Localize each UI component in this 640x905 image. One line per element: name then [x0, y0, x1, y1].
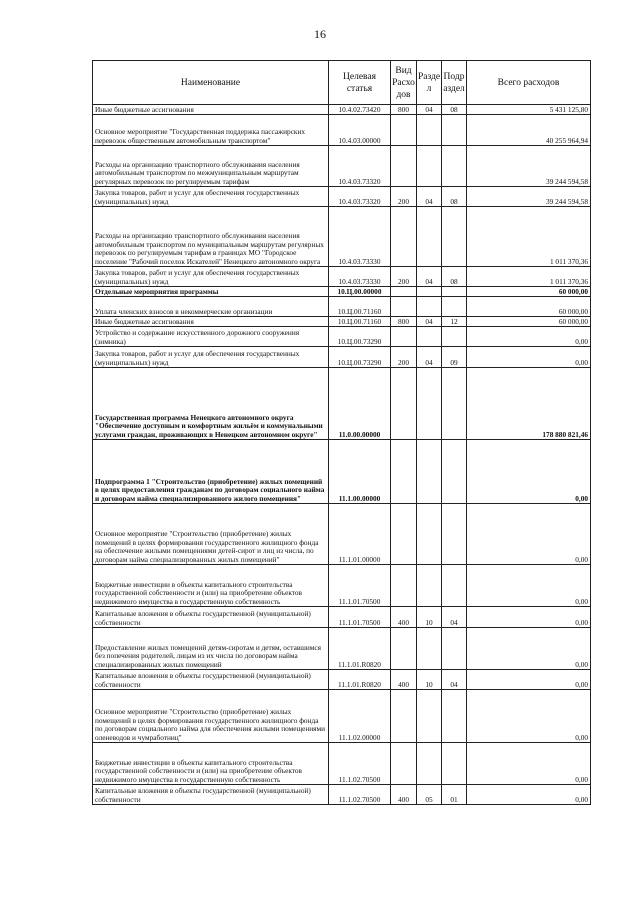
- cell-subsection: [442, 327, 467, 347]
- column-header-type: Вид Расхо дов: [391, 61, 417, 105]
- cell-name: Расходы на организацию транспортного обслуживания населения автомобильным транспортом по муниципальным маршрутам регулярных перевозок по регулируемым тарифам в границах МО "Городское поселение "Рабочий поселок Искателей" Ненецкого автономного округа: [93, 207, 329, 267]
- cell-target: 10.4.03.73320: [329, 146, 391, 187]
- table-row: [93, 368, 591, 440]
- cell-name: Основное мероприятие "Строительство (приобретение) жилых помещений в целях формирования государственного жилищного фонда по договорам социального найма для обеспечения жилыми помещениями оленеводов и чумработниц": [93, 690, 329, 743]
- cell-name: Основное мероприятие "Строительство (приобретение) жилых помещений в целях формирования государственного жилищного фонда на обеспечение жилыми помещениями детей-сирот и лиц из числа, по договорам найма специализированных жилых помещений": [93, 504, 329, 565]
- cell-type: [391, 146, 417, 187]
- cell-target: 10.Ц.00.71160: [329, 317, 391, 327]
- cell-section: [417, 565, 442, 607]
- table-row: [93, 628, 591, 670]
- cell-name: Бюджетные инвестиции в объекты капитального строительства государственной собственности и (или) на приобретение объектов недвижимого имущества в государственную собственность: [93, 743, 329, 785]
- cell-total: 39 244 594,58: [467, 187, 591, 207]
- table-row: [93, 105, 591, 115]
- cell-target: 11.1.00.00000: [329, 440, 391, 504]
- cell-section: [417, 327, 442, 347]
- cell-target: 11.1.01.70500: [329, 607, 391, 628]
- cell-total: 178 880 821,46: [467, 368, 591, 440]
- cell-name: Капитальные вложения в объекты государственной (муниципальной) собственности: [93, 607, 329, 628]
- cell-section: 05: [417, 785, 442, 805]
- cell-section: [417, 690, 442, 743]
- cell-name: Подпрограмма 1 "Строительство (приобретение) жилых помещений в целях предоставления гражданам по договорам социального найма и договорам найма специализированного жилого помещения": [93, 440, 329, 504]
- cell-total: 0,00: [467, 565, 591, 607]
- cell-name: Закупка товаров, работ и услуг для обеспечения государственных (муниципальных) нужд: [93, 267, 329, 287]
- cell-name: Предоставление жилых помещений детям-сиротам и детям, оставшимся без попечения родителей, лицам из их числа по договорам найма специализированных жилых помещений: [93, 628, 329, 670]
- table-row: [93, 267, 591, 287]
- cell-total: 1 011 370,36: [467, 207, 591, 267]
- cell-name: Иные бюджетные ассигнования: [93, 105, 329, 115]
- cell-subsection: [442, 207, 467, 267]
- table-header-row: [93, 61, 591, 105]
- cell-type: [391, 115, 417, 146]
- cell-section: 10: [417, 670, 442, 690]
- cell-section: [417, 743, 442, 785]
- cell-subsection: 09: [442, 347, 467, 368]
- page-number: 16: [314, 27, 326, 41]
- cell-type: [391, 504, 417, 565]
- cell-target: 11.0.00.00000: [329, 368, 391, 440]
- column-header-target: Целевая статья: [329, 61, 391, 105]
- cell-subsection: [442, 440, 467, 504]
- cell-subsection: [442, 368, 467, 440]
- cell-target: 11.1.02.70500: [329, 785, 391, 805]
- cell-total: 0,00: [467, 670, 591, 690]
- cell-section: [417, 115, 442, 146]
- column-header-subsection: Подр аздел: [442, 61, 467, 105]
- table-row: [93, 785, 591, 805]
- cell-target: 10.Ц.00.73290: [329, 327, 391, 347]
- table-row: [93, 440, 591, 504]
- table-row: [93, 317, 591, 327]
- cell-subsection: 12: [442, 317, 467, 327]
- cell-section: 04: [417, 347, 442, 368]
- cell-name: Основное мероприятие "Государственная поддержка пассажирских перевозок общественным автомобильным транспортом": [93, 115, 329, 146]
- cell-total: 0,00: [467, 690, 591, 743]
- cell-type: 800: [391, 317, 417, 327]
- cell-target: 11.1.02.00000: [329, 690, 391, 743]
- cell-section: [417, 368, 442, 440]
- cell-name: Уплата членских взносов в некоммерческие организации: [93, 297, 329, 317]
- cell-name: Капитальные вложения в объекты государственной (муниципальной) собственности: [93, 785, 329, 805]
- cell-name: Государственная программа Ненецкого автономного округа "Обеспечение доступным и комфортным жильём и коммунальными услугами граждан, проживающих в Ненецком автономном округе": [93, 368, 329, 440]
- cell-name: Бюджетные инвестиции в объекты капитального строительства государственной собственности и (или) на приобретение объектов недвижимого имущества в государственную собственность: [93, 565, 329, 607]
- table-row: [93, 327, 591, 347]
- cell-target: 10.Ц.00.00000: [329, 287, 391, 297]
- cell-type: [391, 297, 417, 317]
- cell-total: 60 000,00: [467, 297, 591, 317]
- cell-subsection: [442, 565, 467, 607]
- cell-total: 0,00: [467, 440, 591, 504]
- cell-subsection: [442, 297, 467, 317]
- table-row: [93, 347, 591, 368]
- cell-target: 11.1.02.70500: [329, 743, 391, 785]
- cell-name: Устройство и содержание искусственного дорожного сооружения (зимника): [93, 327, 329, 347]
- table-row: [93, 287, 591, 297]
- cell-target: 10.4.03.73330: [329, 267, 391, 287]
- cell-total: 0,00: [467, 347, 591, 368]
- table-row: [93, 670, 591, 690]
- cell-subsection: [442, 504, 467, 565]
- cell-subsection: [442, 690, 467, 743]
- table-row: [93, 690, 591, 743]
- cell-section: [417, 207, 442, 267]
- cell-total: 40 255 964,94: [467, 115, 591, 146]
- cell-target: 11.1.01.R0820: [329, 670, 391, 690]
- cell-total: 60 000,00: [467, 287, 591, 297]
- cell-section: [417, 440, 442, 504]
- cell-subsection: [442, 628, 467, 670]
- table-row: [93, 565, 591, 607]
- cell-target: 11.1.01.R0820: [329, 628, 391, 670]
- cell-type: [391, 565, 417, 607]
- cell-target: 10.4.02.73420: [329, 105, 391, 115]
- cell-section: 04: [417, 187, 442, 207]
- column-header-section: Разде л: [417, 61, 442, 105]
- cell-target: 10.4.03.73330: [329, 207, 391, 267]
- cell-type: [391, 207, 417, 267]
- cell-total: 0,00: [467, 785, 591, 805]
- cell-subsection: 08: [442, 187, 467, 207]
- cell-target: 11.1.01.00000: [329, 504, 391, 565]
- cell-type: 200: [391, 187, 417, 207]
- cell-target: 10.Ц.00.71160: [329, 297, 391, 317]
- cell-subsection: 04: [442, 670, 467, 690]
- cell-subsection: [442, 115, 467, 146]
- cell-subsection: [442, 146, 467, 187]
- cell-total: 1 011 370,36: [467, 267, 591, 287]
- cell-name: Иные бюджетные ассигнования: [93, 317, 329, 327]
- cell-total: 0,00: [467, 743, 591, 785]
- cell-type: 200: [391, 267, 417, 287]
- cell-total: 0,00: [467, 607, 591, 628]
- column-header-total: Всего расходов: [467, 61, 591, 105]
- cell-target: 11.1.01.70500: [329, 565, 391, 607]
- cell-target: 10.4.03.73320: [329, 187, 391, 207]
- cell-name: Отдельные мероприятия программы: [93, 287, 329, 297]
- cell-subsection: 08: [442, 105, 467, 115]
- cell-section: [417, 287, 442, 297]
- cell-section: 04: [417, 267, 442, 287]
- cell-type: [391, 440, 417, 504]
- table-row: [93, 504, 591, 565]
- column-header-name: Наименование: [93, 61, 329, 105]
- cell-subsection: 01: [442, 785, 467, 805]
- cell-type: [391, 743, 417, 785]
- cell-total: 0,00: [467, 504, 591, 565]
- cell-subsection: [442, 743, 467, 785]
- cell-subsection: 08: [442, 267, 467, 287]
- cell-type: [391, 368, 417, 440]
- cell-total: 39 244 594,58: [467, 146, 591, 187]
- table-row: [93, 743, 591, 785]
- cell-total: 5 431 125,80: [467, 105, 591, 115]
- cell-type: 200: [391, 347, 417, 368]
- cell-section: 10: [417, 607, 442, 628]
- cell-type: [391, 327, 417, 347]
- cell-target: 10.Ц.00.73290: [329, 347, 391, 368]
- cell-total: 0,00: [467, 628, 591, 670]
- cell-section: [417, 146, 442, 187]
- table-row: [93, 207, 591, 267]
- cell-type: [391, 628, 417, 670]
- cell-total: 0,00: [467, 327, 591, 347]
- cell-subsection: [442, 287, 467, 297]
- budget-table: [92, 60, 591, 805]
- cell-section: 04: [417, 317, 442, 327]
- cell-name: Закупка товаров, работ и услуг для обеспечения государственных (муниципальных) нужд: [93, 347, 329, 368]
- cell-type: 400: [391, 785, 417, 805]
- cell-section: [417, 297, 442, 317]
- cell-section: [417, 504, 442, 565]
- cell-section: 04: [417, 105, 442, 115]
- cell-type: 400: [391, 607, 417, 628]
- cell-type: [391, 287, 417, 297]
- cell-type: [391, 690, 417, 743]
- cell-type: 400: [391, 670, 417, 690]
- table-row: [93, 115, 591, 146]
- cell-type: 800: [391, 105, 417, 115]
- cell-total: 60 000,00: [467, 317, 591, 327]
- cell-name: Капитальные вложения в объекты государственной (муниципальной) собственности: [93, 670, 329, 690]
- cell-subsection: 04: [442, 607, 467, 628]
- cell-name: Расходы на организацию транспортного обслуживания населения автомобильным транспортом по межмуниципальным маршрутам регулярных перевозок по регулируемым тарифам: [93, 146, 329, 187]
- table-row: [93, 297, 591, 317]
- cell-name: Закупка товаров, работ и услуг для обеспечения государственных (муниципальных) нужд: [93, 187, 329, 207]
- cell-target: 10.4.03.00000: [329, 115, 391, 146]
- cell-section: [417, 628, 442, 670]
- table-row: [93, 187, 591, 207]
- table-row: [93, 146, 591, 187]
- table-row: [93, 607, 591, 628]
